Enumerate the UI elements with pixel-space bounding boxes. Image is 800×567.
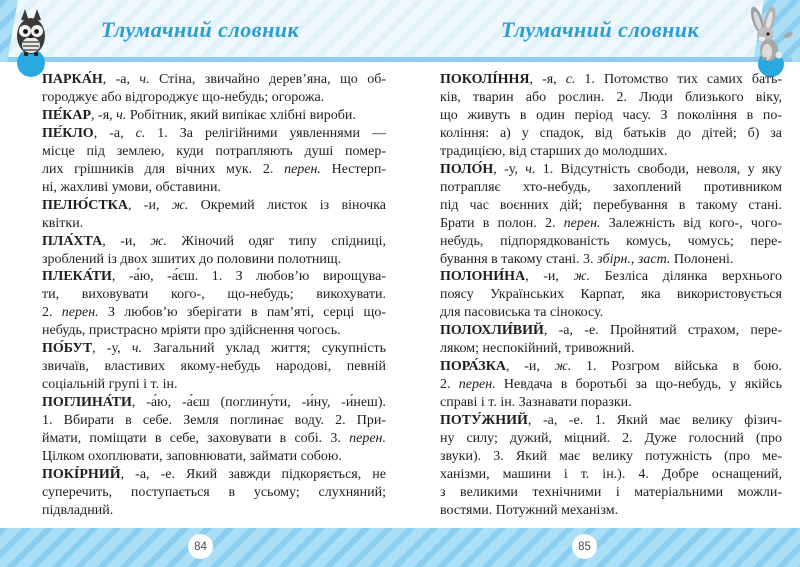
dictionary-line: Брати в полон. 2. перен. Залежність від кого-, чого- xyxy=(440,215,782,231)
dictionary-line: звичаїв, властивих якому-небудь народові, певній xyxy=(42,359,386,375)
dictionary-line: ПЕ́КЛО, -а, с. 1. За релігійними уявленнями — xyxy=(42,125,386,141)
dictionary-line: ПОЛОХЛИ́ВИЙ, -а, -е. Пройнятий страхом, пере- xyxy=(440,323,782,339)
dictionary-line: ПОГЛИНА́ТИ, -а́ю, -а́єш (поглину́ти, -и́ну, -и́неш). xyxy=(42,395,386,411)
dictionary-line: коління: а) у спадок, від батьків до дітей; б) за xyxy=(440,125,782,141)
dictionary-line: небудь, пристрасно мріяти про здійснення чогось. xyxy=(42,323,341,339)
page-title-right: Тлумачний словник xyxy=(500,17,700,42)
dictionary-line: потрапляє хто-небудь, захоплений противником xyxy=(440,179,782,195)
dictionary-line: ПОКІ́РНИЙ, -а, -е. Який завжди підкоряється, не xyxy=(42,466,386,482)
dictionary-line: ляком; неспокійний, тривожний. xyxy=(440,341,635,357)
page-number-badge: 85 xyxy=(572,534,597,559)
dictionary-line: ПЕ́КАР, -я, ч. Робітник, який випікає хлібні вироби. xyxy=(42,107,356,123)
dictionary-line: ПОЛОНИ́НА, -и, ж. Безліса ділянка верхнього xyxy=(440,269,783,285)
owl-icon xyxy=(6,6,58,78)
dictionary-line: ПЛА́ХТА, -и, ж. Жіночий одяг типу спідниці, xyxy=(42,233,387,249)
dictionary-line: справі і т. ін. Зазнавати поразки. xyxy=(440,395,632,411)
dictionary-line: місце під землею, куди потрапляють душі помер- xyxy=(42,143,386,159)
dictionary-line: ПОКОЛІ́ННЯ, -я, с. 1. Потомство тих самих бать- xyxy=(440,72,782,87)
dictionary-line: Цілком охоплювати, заповнювати, займати собою. xyxy=(42,449,342,465)
dictionary-line: ПО́БУТ, -у, ч. Загальний уклад життя; сукупність xyxy=(42,341,386,357)
dictionary-line: традицією, від старших до молодших. xyxy=(440,143,668,159)
dictionary-line: городжує або відгороджує що-небудь; огорожа. xyxy=(42,89,325,105)
dictionary-line: ПОРА́ЗКА, -и, ж. 1. Розгром війська в бою. xyxy=(440,359,782,375)
dictionary-line: 2. перен. З любов’ю зберігати в пам’яті, серці що- xyxy=(42,305,386,321)
dictionary-line: ПАРКА́Н, -а, ч. Стіна, звичайно дерев’яна, що об- xyxy=(42,72,386,87)
dictionary-line: 2. перен. Невдача в боротьбі за що-небудь, у якійсь xyxy=(440,377,782,393)
dictionary-line: ПОТУ́ЖНИЙ, -а, -е. 1. Який має велику фізич- xyxy=(440,413,782,429)
dictionary-line: небудь, підпорядкованість комусь, чомусь; пере- xyxy=(440,233,782,249)
page-number-badge: 84 xyxy=(188,534,213,559)
dictionary-line: квітки. xyxy=(42,215,84,231)
page-title-left: Тлумачний словник xyxy=(100,17,300,42)
dictionary-line: бування в такому стані. 3. збірн., заст. Полонені. xyxy=(440,251,734,267)
dictionary-line: ПЛЕКА́ТИ, -а́ю, -а́єш. 1. З любов’ю вирощува- xyxy=(42,269,386,285)
rabbit-icon xyxy=(738,2,796,80)
dictionary-line: ПОЛО́Н, -у, ч. 1. Відсутність свободи, неволя, у яку xyxy=(440,161,782,177)
dictionary-line: зроблений із двох зшитих до половини полотнищ. xyxy=(42,251,342,267)
dictionary-line: ків, тварин або рослин. 2. Люди близького віку, xyxy=(440,89,782,105)
dictionary-page-left xyxy=(42,71,386,520)
dictionary-line: 1. Вбирати в себе. Земля поглинає воду. 2. При- xyxy=(42,413,386,429)
dictionary-line: з великими технічними і матеріальними можли- xyxy=(440,484,782,500)
dictionary-line: суперечить, поступається в усьому; слухняний; xyxy=(42,484,386,500)
header-underline xyxy=(8,57,792,62)
dictionary-line: ні, жахливі умови, обставини. xyxy=(42,179,221,195)
dictionary-page-right xyxy=(440,71,782,520)
dictionary-line: під час воєнних дій; перебування в такому стані. xyxy=(440,197,782,213)
dictionary-line: соціальній групі і т. ін. xyxy=(42,377,178,393)
dictionary-line: ймати, поміщати в себе, заховувати в собі. 3. перен. xyxy=(42,431,386,447)
dictionary-line: підвладний. xyxy=(42,502,114,518)
footer-band xyxy=(0,528,800,567)
dictionary-line: ханізми, машини і т. ін.). 4. Добре оснащений, xyxy=(440,466,782,482)
dictionary-line: ти, виховувати кого-, що-небудь; викохувати. xyxy=(42,287,386,303)
dictionary-line: для пасовиська та сінокосу. xyxy=(440,305,604,321)
dictionary-line: востями. Потужний механізм. xyxy=(440,502,619,518)
dictionary-line: що живуть в один період часу. З покоління в по- xyxy=(440,107,782,123)
dictionary-line: ну силу; дужий, міцний. 2. Дуже голосний (про xyxy=(440,431,782,447)
dictionary-line: ПЕЛЮ́СТКА, -и, ж. Окремий листок із віночка xyxy=(42,197,386,213)
dictionary-line: звуки). 3. Який має велику потужність (про ме- xyxy=(440,449,782,465)
dictionary-line: лих грішників для вічних мук. 2. перен. Нестерп- xyxy=(42,161,387,177)
dictionary-line: поясу Українських Карпат, яка використовується xyxy=(440,287,782,303)
